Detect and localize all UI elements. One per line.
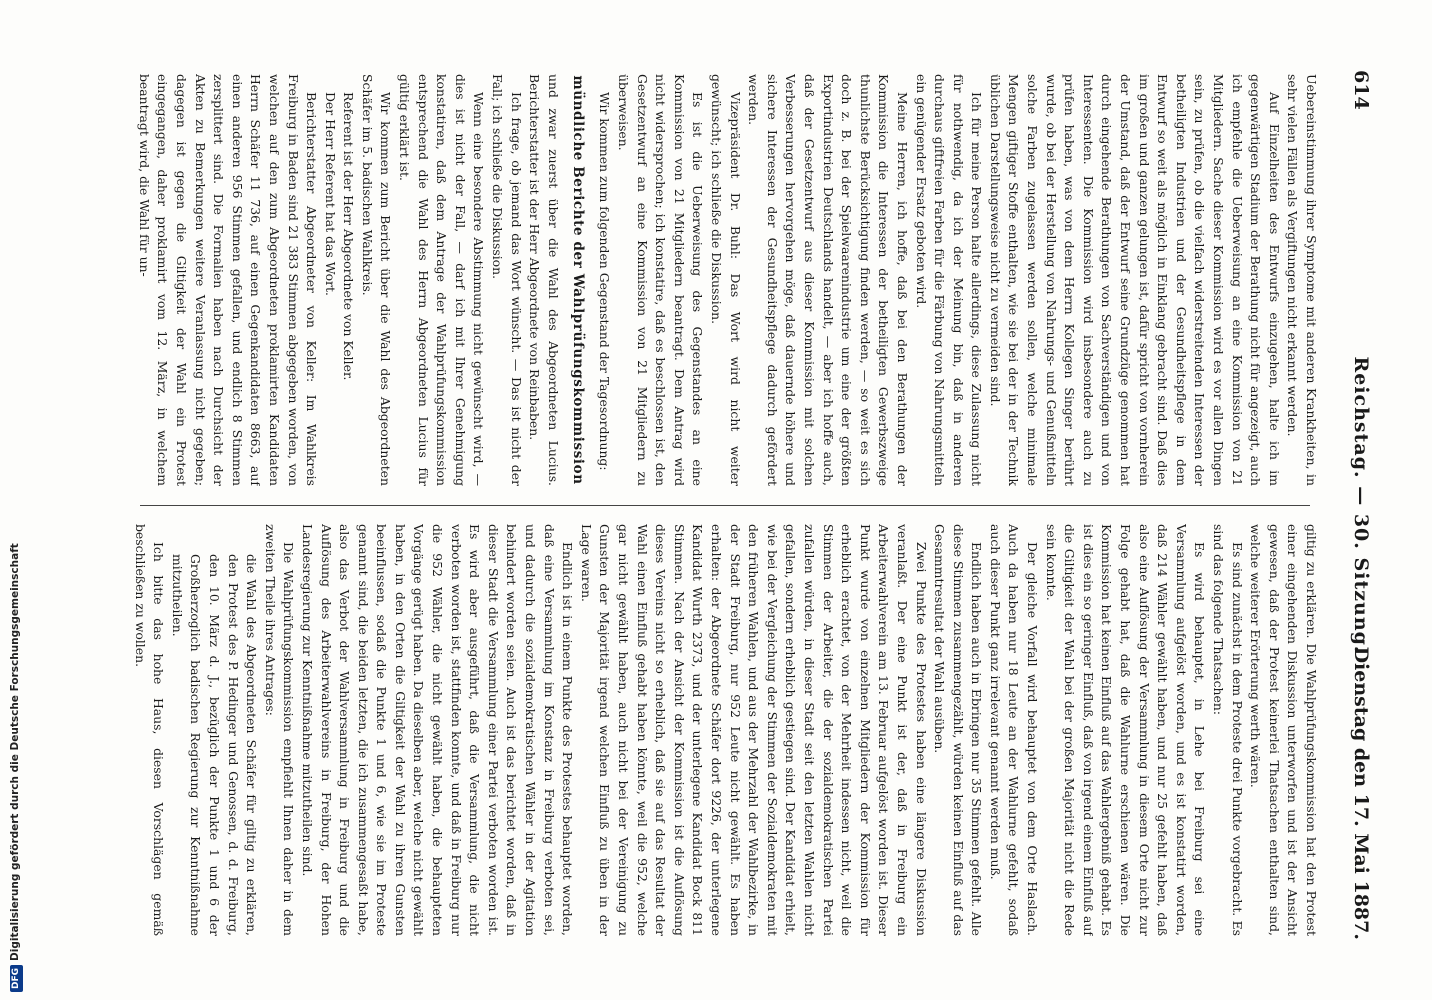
section-heading: mündliche Berichte der Wahlprüfungskommission — [569, 75, 586, 485]
paragraph: Ich für meine Person halte allerdings, diese Zulassung nicht für nothwendig, da ich der Meinung bin, daß in anderen durchaus giftfreien Farben für die Färbung von Nahrungsmitteln ein genügender Ersatz geboten wird. — [913, 74, 985, 486]
paragraph: Der Herr Referent hat das Wort. — [322, 92, 338, 296]
paragraph: Ich frage, ob jemand das Wort wünscht. — Das ist nicht der Fall; ich schließe die Diskussion. — [490, 74, 524, 486]
paragraph: Es ist die Ueberweisung des Gegenstandes an eine Kommission von 21 Mitgliedern beantragt. Dem Antrag wird nicht widersprochen; ich konstatire, daß es beschlossen ist, den Gesetzentwurf an eine Kommission von 21 Mitgliedern zu überweisen. — [616, 74, 706, 486]
speaker-paragraph: Vizepräsident Dr. Buhl: Das Wort wird nicht weiter gewünscht; ich schließe die Diskussion. — [709, 74, 743, 486]
page-number: 614 — [1350, 70, 1372, 110]
paragraph: Es wird behauptet, in Lehe bei Freiburg sei eine Versammlung aufgelöst worden, und es ist konstatirt worden, daß 214 Wähler gewählt haben, und nur 25 gefehlt haben, daß also eine Auflösung der Versammlung in diesem Orte nicht zur Folge gehabt hat, daß die Wahlurne erschienen wären. Die Kommission hat keinen Einfluß auf das Wahlergebniß gehabt. Es ist dies ein so geringer Einfluß, daß von irgend einem Einfluß auf die Giltigkeit der Wahl bei der großen Majorität nicht die Rede sein konnte. — [1043, 524, 1208, 936]
digitization-credit-text: Digitalisierung gefördert durch die Deutsche Forschungsgemeinschaft — [9, 543, 21, 961]
speaker-paragraph: Berichterstatter Abgeordneter von Keller: Im Wahlkreis Freiburg in Baden sind 21 383 Stimmen abgegeben worden, von welchen auf den zum Abgeordneten proklamirten Kandidaten Herrn Schäfer 11 736, auf einen Gegenkandidaten 8663, auf einen anderen 956 Stimmen gefallen, und endlich 8 Stimmen zersplittert sind. Die Formalien haben nach Durchsicht der Akten zu Bemerkungen weitere Veranlassung nicht gegeben; dagegen ist gegen die Giltigkeit der Wahl ein Protest eingegangen, daher proklamirt vom 12. März, in welchem beantragt wird, die Wahl für un- — [136, 74, 320, 486]
session-date: Dienstag den 17. Mai 1887. — [1350, 646, 1372, 940]
paragraph: Die Wahlprüfungskommission empfiehlt Ihnen daher in dem zweiten Theile ihres Antrages: — [262, 524, 297, 936]
paragraph: Es sind zunächst in dem Proteste drei Punkte vorgebracht. Es sind das folgende Thatsachen: — [1211, 524, 1245, 936]
paragraph: Ich bitte das hohe Haus, diesen Vorschlägen gemäß beschließen zu wollen. — [132, 524, 167, 936]
right-column — [125, 524, 1320, 936]
paragraph: Wenn eine besondere Abstimmung nicht gewünscht wird, — dies ist nicht der Fall, — darf ich mit Ihrer Genehmigung konstatiren, daß dem Antrage der Wahlprüfungskommission entsprechend die Wahl des Herrn Abgeordneten Lucius für gültig erklärt ist. — [397, 74, 487, 486]
paragraph: Endlich haben auch in Ebringen nur 35 Stimmen gefehlt. Alle diese Stimmen zusammengezählt, würden keinen Einfluß auf das Gesammtresultat der Wahl ausüben. — [932, 524, 985, 936]
paragraph: Auf Einzelheiten des Entwurfs einzugehen, halte ich im gegenwärtigen Stadium der Berathung nicht für angezeigt, auch ich empfehle die Ueberweisung an eine Kommission von 21 Mitgliedern. Sache dieser Kommission wird es vor allen Dingen sein, zu prüfen, ob die vielfach widerstreitenden Interessen der betheiligten Industrien und der Gesundheitspflege in dem Entwurf so weit als möglich in Einklang gebracht sind. Daß dies im großen und ganzen gelungen ist, dafür spricht von vornherein der Umstand, daß der Entwurf seine Grundzüge genommen hat durch eingehende Berathungen von Sachverständigen und von Interessenten. Die Kommission wird insbesondere auch zu prüfen haben, was von dem Herrn Kollegen Singer berührt wurde, ob bei der Herstellung von Nahrungs- und Genußmitteln solche Farben zugelassen werden sollen, welche minimale Mengen giftiger Stoffe enthalten, wie sie bei der in der Technik üblichen Darstellungsweise nicht zu vermeiden sind. — [987, 74, 1282, 486]
paragraph: giltig zu erklären. Die Wahlprüfungskommission hat den Protest einer eingehenden Diskussion unterworfen und ist der Ansicht gewesen, daß der Protest keinerlei Thatsachen enthalten sind, welche weiterer Erörterung werth wären. — [1248, 524, 1319, 936]
paragraph: Wir kommen zum folgenden Gegenstand der Tagesordnung: — [597, 92, 613, 471]
motion-text: die Wahl des Abgeordneten Schäfer für giltig zu erklären, den Protest des P. Hedinger und Genossen, d. d. Freiburg, den 10. März d. J., bezüglich der Punkte 1 und 6 der Großherzoglich badischen Regierung zur Kenntnißnahme mitzutheilen. — [169, 554, 260, 936]
paragraph: Der gleiche Vorfall wird behauptet von dem Orte Haslach. Auch da haben nur 18 Leute an der Wahlurne gefehlt, sodaß auch dieser Punkt ganz irrelevant genannt werden muß. — [987, 524, 1041, 936]
paragraph: Wir kommen zum Bericht über die Wahl des Abgeordneten Schäfer im 5. badischen Wahlkreis. — [359, 74, 394, 486]
paragraph: Referent ist der Herr Abgeordnete von Keller. — [341, 92, 357, 381]
paragraph: und zwar zuerst über die Wahl des Abgeordneten Lucius. Berichterstatter ist der Herr Abgeordnete von Reinbaben. — [527, 74, 561, 486]
page-title: Reichstag. — 30. Sitzung. — [1350, 356, 1372, 654]
paragraph: Uebereinstimmung ihrer Symptome mit anderen Krankheiten, in sehr vielen Fällen als Vergiftungen nicht erkannt werden. — [1285, 74, 1319, 486]
page-header — [1342, 70, 1372, 940]
left-column — [125, 74, 1320, 486]
paragraph: Endlich ist in einem Punkte des Protestes behauptet worden, daß eine Versammlung im Konstanz in Freiburg verboten sei, und dadurch die sozialdemokratischen Wähler in der Agitation behindert worden seien. Auch ist das berichtet worden, daß in dieser Stadt die Versammlung einer Partei verboten worden ist. Es wird aber ausgeführt, daß die Versammlung, die nicht verboten worden ist, stattfinden konnte, und daß in Freiburg nur die 952 Wähler, die nicht gewählt haben, die behaupteten Vorgänge gerügt haben. Da dieselben aber, welche nicht gewählt haben, in den Orten die Giltigkeit der Wahl zu ihren Gunsten beeinflussen, sodaß die Punkte 1 und 6, wie sie im Proteste genannt sind, die beiden letzten, die ich zusammengesaßt habe, also das Verbot der Wahlversammlung in Freiburg und die Auflösung des Arbeiterwahlvereins in Freiburg, der Hohen Landesregierung zur Kenntnißnahme mitzutheilen sind. — [299, 524, 576, 936]
column-divider — [140, 505, 1310, 506]
paragraph: Zwei Punkte des Protestes haben eine längere Diskussion veranlaßt. Der eine Punkt ist der, daß in Freiburg ein Arbeiterwahlverein am 13. Februar aufgelöst worden ist. Dieser Punkt wurde von einzelnen Mitgliedern der Kommission für erheblich erachtet, von der Mehrheit indessen nicht, weil die Stimmen der Arbeiter, die der sozialdemokratischen Partei zufallen würden, in dieser Stadt seit den letzten Wahlen nicht gefallen, sondern erheblich gestiegen sind. Der Kandidat erhielt, wie bei der Vergleichung der Stimmen der Sozialdemokraten mit den früheren Wahlen, und aus der Mehrzahl der Wahlbezirke, in der Stadt Freiburg, nur 952 Leute nicht gewählt. Es haben erhalten: der Abgeordnete Schäfer dort 9226, der unterlegene Kandidat Wurth 2373, und der unterlegene Kandidat Bock 811 Stimmen. Nach der Ansicht der Kommission ist die Auflösung dieses Vereins nicht so erheblich, daß sie auf das Resultat der Wahl einen Einfluß gehabt haben könnte, weil die 952, welche gar nicht gewählt haben, auch nicht bei der Vereinigung zu Gunsten der Majorität irgend welchen Einfluß zu üben in der Lage waren. — [578, 524, 929, 936]
dfg-logo: DFG — [10, 965, 23, 992]
paragraph: Meine Herren, ich hoffe, daß bei den Berathungen der Kommission die Interessen der betheiligten Gewerbszweige thunlichste Berücksichtigung finden werden, — so weit es sich doch z. B. bei der Spielwaarenindustrie um eine der größten Exportindustrien Deutschlands handelt, — aber ich hoffe auch, daß der Gesetzentwurf aus dieser Kommission mit solchen Verbesserungen hervorgehen möge, daß dauernde höhere und sichere Interessen der Gesundheitspflege dadurch gefördert werden. — [746, 74, 910, 486]
